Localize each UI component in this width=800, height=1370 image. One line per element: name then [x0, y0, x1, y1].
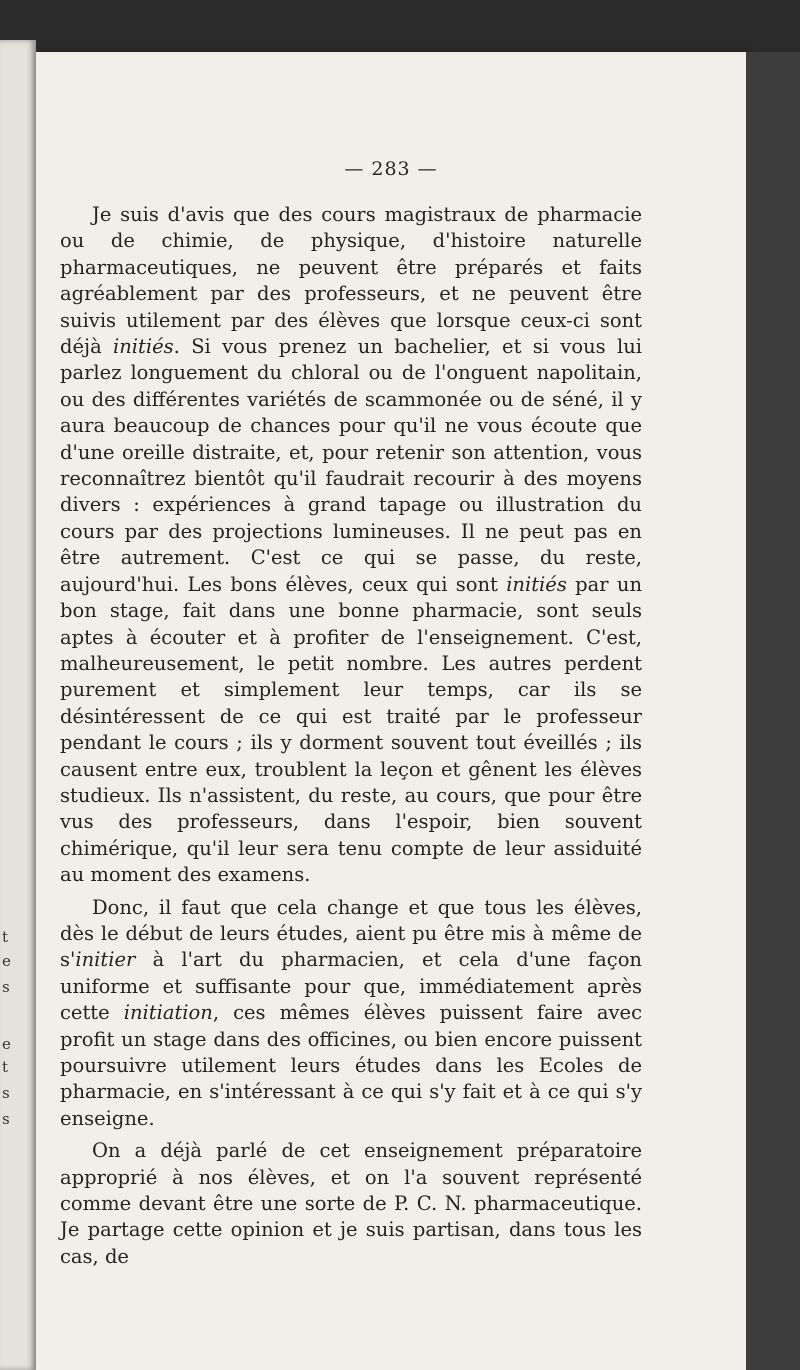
page-number: — 283 —	[344, 158, 438, 180]
paragraph	[60, 895, 642, 1133]
text-run: Donc, il faut que cela change et que tous les élèves, dès le début de leurs études, aient pu être mis à même de s'	[60, 895, 642, 972]
margin-letter: t	[2, 1058, 9, 1076]
text-run: , ces mêmes élèves puissent faire avec profit un stage dans des officines, ou bien encore puissent poursuivre utilement leurs études dans les Ecoles de pharmacie, en s'intéressant à ce qui s'y fait et à ce qui s'y enseigne.	[60, 1001, 643, 1130]
paragraph	[60, 1138, 642, 1270]
margin-letter: s	[2, 978, 10, 996]
italic-term: initiation	[123, 1001, 213, 1025]
body-text	[60, 202, 642, 1270]
facing-page-edge	[0, 40, 36, 1370]
italic-term: initier	[75, 948, 136, 972]
text-run: . Si vous prenez un bachelier, et si vous lui parlez longuement du chloral ou de l'onguent napolitain, ou des différentes variétés de scammonée ou de séné, il y aura beaucoup de chances pour qu'il ne vous écoute que d'une oreille distraite, et, pour retenir son attention, vous reconnaîtrez bientôt qu'il faudrait recourir à des moyens divers : expériences à grand tapage ou illustration du cours par des projections lumineuses. Il ne peut pas en être autrement. C'est ce qui se passe, du reste, aujourd'hui. Les bons élèves, ceux qui sont	[60, 335, 642, 596]
text-run: par un bon stage, fait dans une bonne pharmacie, sont seuls aptes à écouter et à profiter de l'enseignement. C'est, malheureusement, le petit nombre. Les autres perdent purement et simplement leur temps, car ils se désintéressent de ce qui est traité par le professeur pendant le cours ; ils y dorment souvent tout éveillés ; ils causent entre eux, troublent la leçon et gênent les élèves studieux. Ils n'assistent, du reste, au cours, que pour être vus des professeurs, dans l'espoir, bien souvent chimérique, qu'il leur sera tenu compte de leur assiduité au moment des examens.	[60, 572, 643, 887]
scan-background-right	[746, 52, 800, 1370]
margin-letter: e	[2, 952, 11, 970]
margin-letter: t	[2, 928, 9, 946]
italic-term: initiés	[113, 335, 174, 359]
scan-background-top	[0, 0, 800, 52]
text-run: à l'art du pharmacien, et cela d'une façon uniforme et suffisante pour que, immédiatement après cette	[60, 948, 642, 1025]
margin-letter: s	[2, 1084, 10, 1102]
paragraph	[60, 202, 642, 889]
text-run: Je suis d'avis que des cours magistraux de pharmacie ou de chimie, de physique, d'histoire naturelle pharmaceutiques, ne peuvent être préparés et faits agréablement par des professeurs, et ne peuvent être suivis utilement par des élèves que lorsque ceux-ci sont déjà	[60, 203, 642, 359]
margin-letter: e	[2, 1035, 11, 1053]
italic-term: initiés	[506, 572, 567, 596]
text-run: On a déjà parlé de cet enseignement préparatoire approprié à nos élèves, et on l'a souvent représenté comme devant être une sorte de P. C. N. pharmaceutique. Je partage cette opinion et je suis partisan, dans tous les cas, de	[60, 1139, 642, 1268]
margin-letter: s	[2, 1110, 10, 1128]
book-page	[36, 52, 746, 1370]
